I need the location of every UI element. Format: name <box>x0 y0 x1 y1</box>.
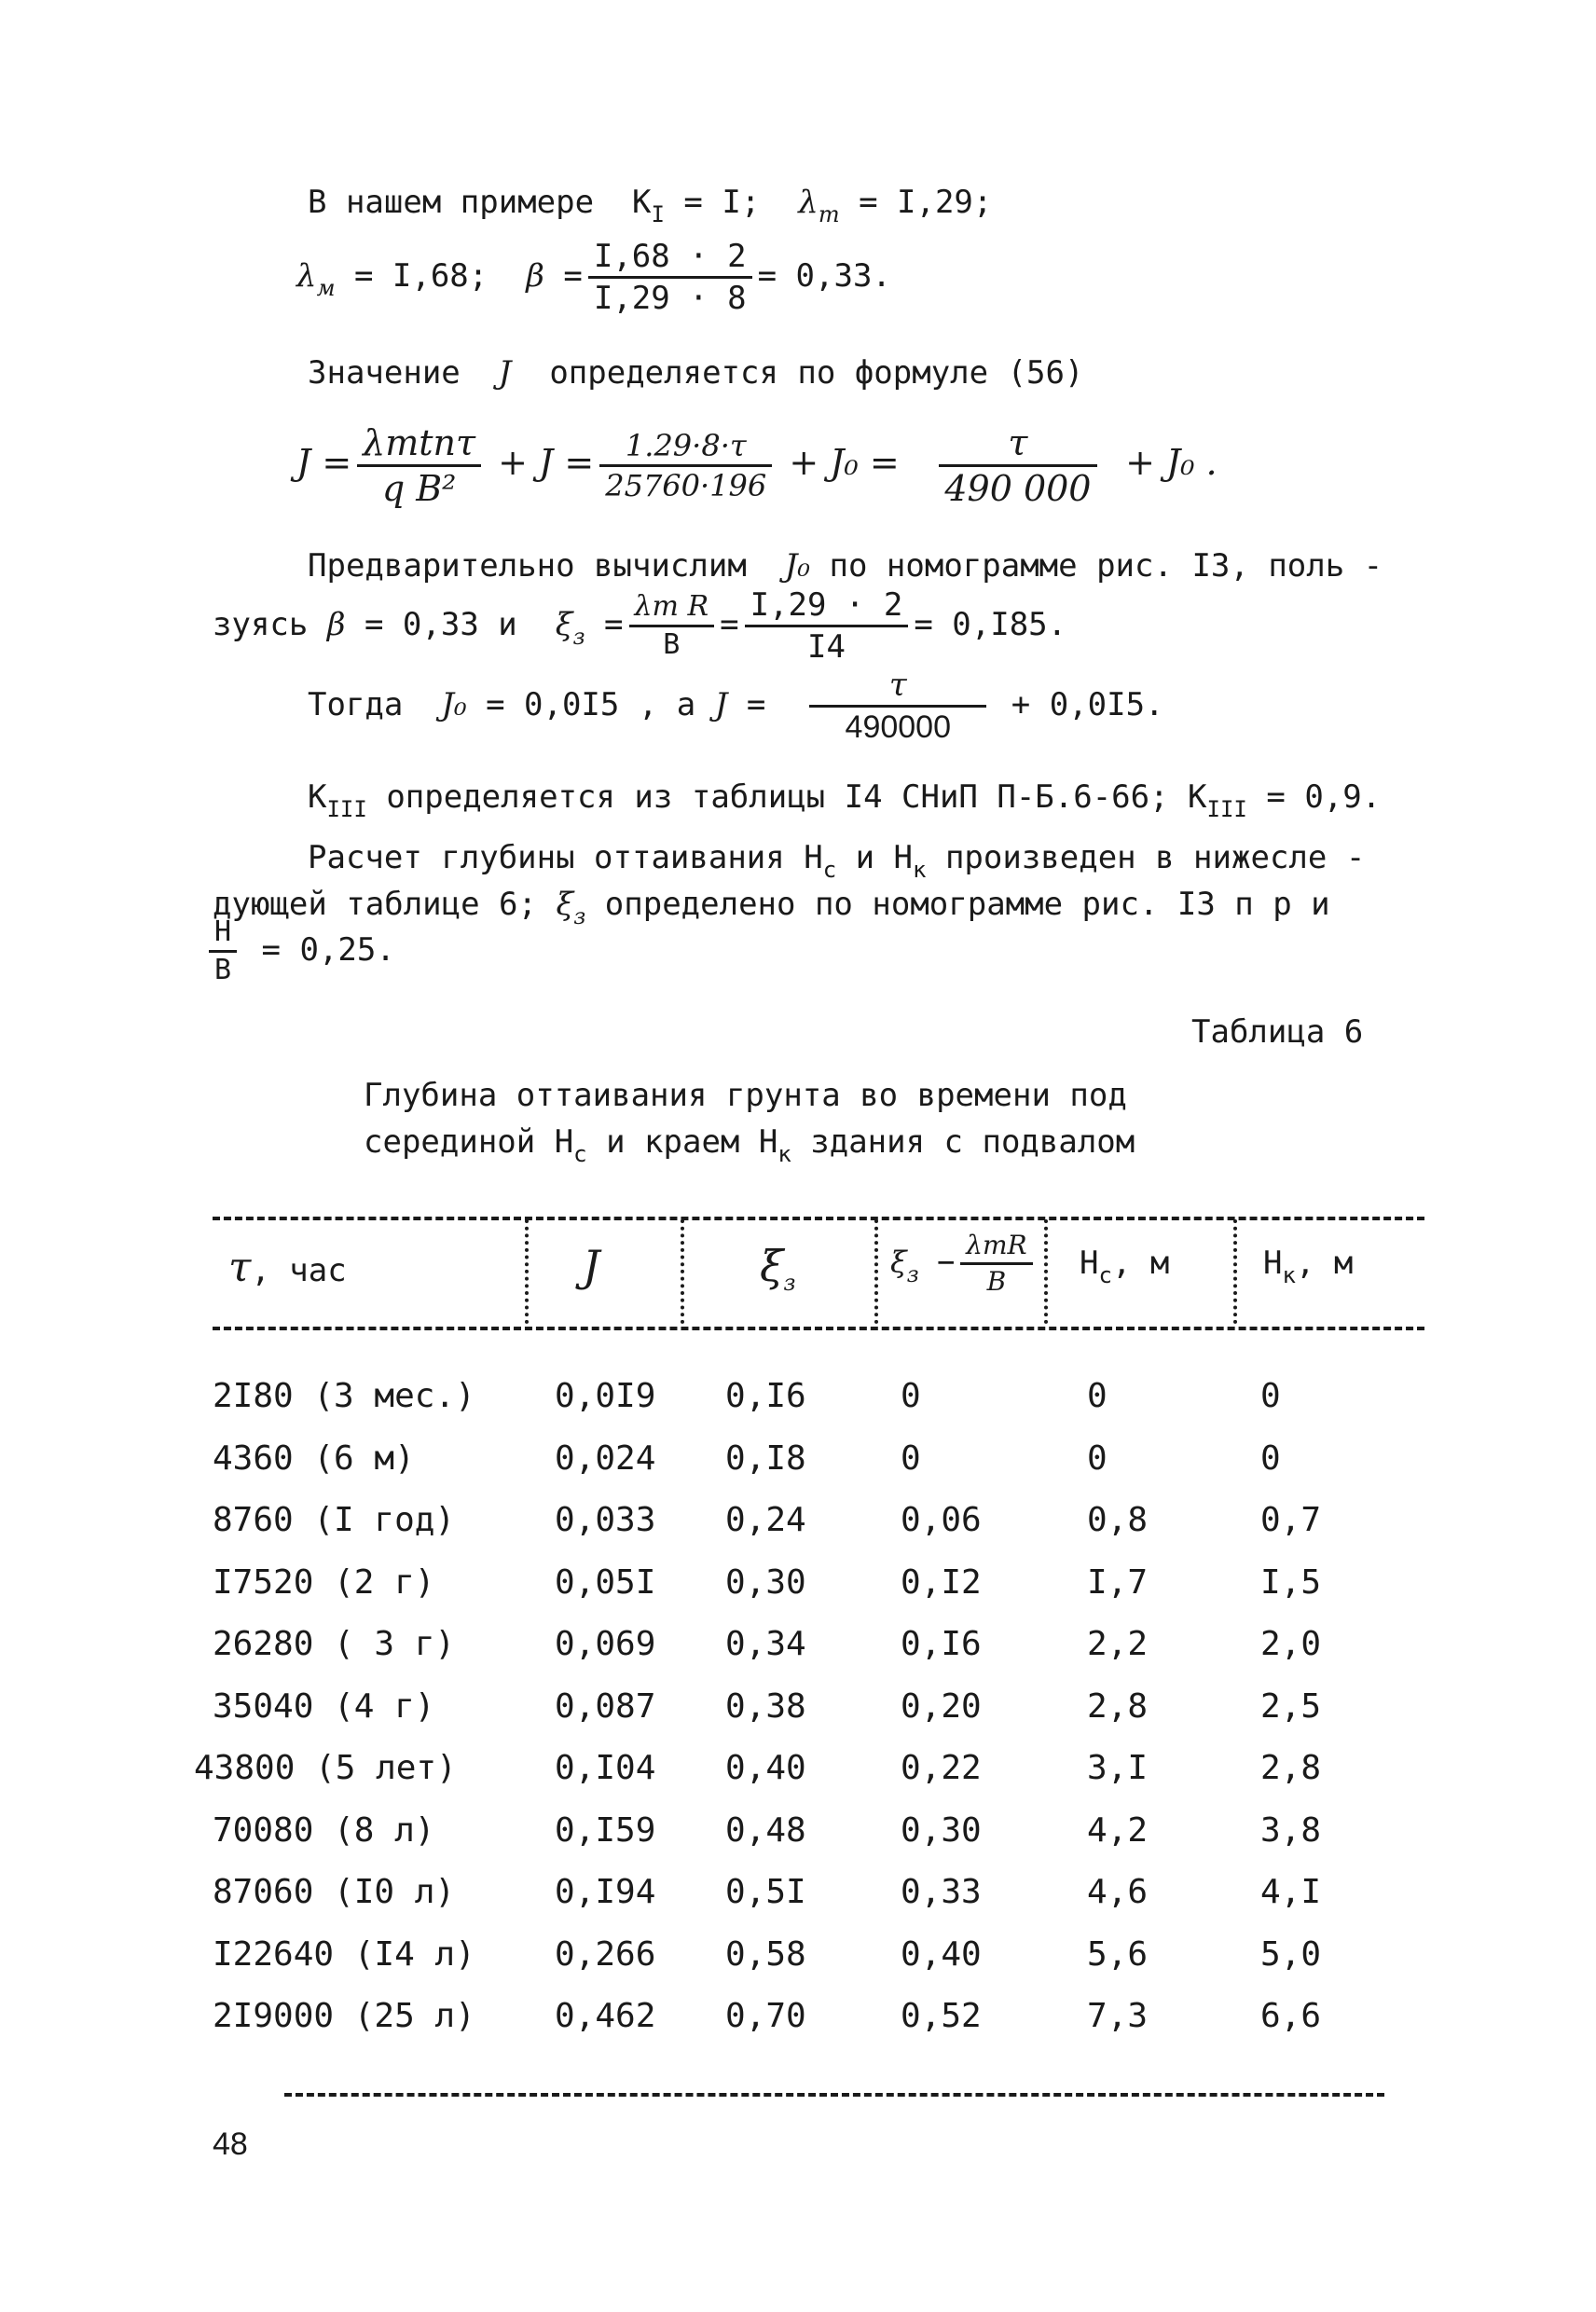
text-line-3: Значение J определяется по формуле (56) <box>308 354 1084 392</box>
table-cell-col-1: 2I80 (3 мес.) <box>213 1377 475 1415</box>
table-cell-col-5: 0,8 <box>1087 1501 1149 1539</box>
table-cell-col-5: 7,3 <box>1087 1997 1149 2035</box>
table-cell-col-2: 0,05I <box>555 1562 656 1602</box>
col-divider-4 <box>1044 1219 1048 1324</box>
table-cell-col-3: 0,I8 <box>725 1438 806 1478</box>
col-divider-2 <box>681 1219 684 1324</box>
table-cell-col-3: 0,I6 <box>725 1377 806 1415</box>
table-cell-col-3: 0,40 <box>725 1749 806 1787</box>
table-cell-col-6: 6,6 <box>1260 1997 1322 2035</box>
lambda-m-symbol: λ <box>296 257 317 295</box>
table-cell-col-1: 35040 (4 г) <box>213 1686 435 1726</box>
table-cell-col-2: 0,I04 <box>555 1749 656 1787</box>
header-hc: $H_с$, м <box>1080 1245 1170 1288</box>
lambda-t-symbol: λ <box>798 184 819 221</box>
table-cell-col-5: 0 <box>1087 1438 1108 1478</box>
table-cell-col-4: 0,30 <box>901 1810 982 1850</box>
table-cell-col-4: 0,52 <box>901 1997 982 2035</box>
text-line-j0: Предварительно вычислим J₀ по номограмме рис. I3, поль - <box>308 547 1383 585</box>
text-line-calc-2: дующей таблице 6; $\xi_з$ определено по номограмме рис. I3 п р и <box>213 886 1330 929</box>
table-cell-col-2: 0,I94 <box>555 1873 656 1911</box>
header-xi: $\xi_з$ <box>760 1241 796 1296</box>
k1-symbol: K <box>632 184 652 221</box>
intro-text: В нашем примере <box>308 184 595 221</box>
table-cell-col-2: 0,462 <box>555 1997 656 2035</box>
table-bottom-rule <box>284 2093 1384 2097</box>
table-cell-col-5: 4,6 <box>1087 1873 1149 1911</box>
table-cell-col-1: 2I9000 (25 л) <box>213 1997 475 2035</box>
table-cell-col-4: 0,22 <box>901 1749 982 1787</box>
table-cell-col-4: 0,I6 <box>901 1625 982 1663</box>
table-top-rule <box>213 1217 1424 1220</box>
table-cell-col-6: 0 <box>1260 1377 1281 1415</box>
table-label: Таблица 6 <box>1191 1013 1364 1051</box>
text-line-kiii: $K_{III}$ определяется из таблицы I4 СНиП П-Б.6-66; $K_{III} = 0,9$. <box>308 778 1382 822</box>
table-cell-col-4: 0,I2 <box>901 1562 982 1602</box>
table-cell-col-2: 0,266 <box>555 1934 656 1974</box>
table-header-rule <box>213 1327 1424 1330</box>
table-cell-col-3: 0,48 <box>725 1810 806 1850</box>
table-cell-col-3: 0,24 <box>725 1501 806 1539</box>
table-cell-col-5: 5,6 <box>1087 1934 1149 1974</box>
beta-fraction: $\frac{I,68 \cdot 2}{I,29 \cdot 8}$ <box>588 241 752 314</box>
header-tau: τ, час <box>228 1244 347 1291</box>
table-cell-col-4: 0,06 <box>901 1501 982 1539</box>
page-number: 48 <box>213 2126 248 2162</box>
formula-56: J = $\frac{\text{λтtnτ}}{\text{q B²}}$ + J = $\frac{1.29\cdot 8\cdot\tau}{25760\cdot 196}$ + J₀ = $\frac{\tau}{490 000}$ + J₀ . <box>296 422 1218 509</box>
table-cell-col-5: 2,8 <box>1087 1686 1149 1726</box>
table-cell-col-3: 0,34 <box>725 1625 806 1663</box>
col-divider-3 <box>874 1219 878 1324</box>
table-cell-col-6: 0,7 <box>1260 1501 1322 1539</box>
table-cell-col-4: 0,33 <box>901 1873 982 1911</box>
table-caption-2: серединой $H_с$ и краем $H_к$ здания с подвалом <box>364 1123 1135 1167</box>
table-cell-col-6: 4,I <box>1260 1873 1322 1911</box>
table-cell-col-2: 0,069 <box>555 1625 656 1663</box>
table-cell-col-1: 87060 (I0 л) <box>213 1873 456 1911</box>
table-cell-col-5: 0 <box>1087 1377 1108 1415</box>
table-cell-col-1: 70080 (8 л) <box>213 1810 435 1850</box>
table-cell-col-3: 0,30 <box>725 1562 806 1602</box>
table-cell-col-6: 0 <box>1260 1438 1281 1478</box>
table-cell-col-5: I,7 <box>1087 1562 1149 1602</box>
header-j: J <box>583 1241 600 1291</box>
table-cell-col-2: 0,033 <box>555 1501 656 1539</box>
table-cell-col-6: I,5 <box>1260 1562 1322 1602</box>
table-cell-col-5: 3,I <box>1087 1749 1149 1787</box>
header-hk: $H_к$, м <box>1263 1245 1354 1288</box>
table-cell-col-3: 0,5I <box>725 1873 806 1911</box>
text-line-1: В нашем примере $K_I = I$; $\lambda_т = I,29$; <box>308 184 993 227</box>
header-xi-minus: $\xi_з$ − $\frac{\text{λтR}}{B}$ <box>890 1232 1039 1295</box>
table-cell-col-1: 43800 (5 лет) <box>194 1749 457 1787</box>
table-cell-col-4: 0 <box>901 1438 921 1478</box>
table-cell-col-6: 2,8 <box>1260 1749 1322 1787</box>
table-cell-col-2: 0,I59 <box>555 1810 656 1850</box>
table-cell-col-2: 0,0I9 <box>555 1377 656 1415</box>
text-line-2: $\lambda_м = I,68$; β = $\frac{I,68 \cdot 2}{I,29 \cdot 8}$ = 0,33. <box>296 238 891 317</box>
table-cell-col-4: 0 <box>901 1377 921 1415</box>
table-cell-col-1: I22640 (I4 л) <box>213 1934 475 1974</box>
col-divider-1 <box>525 1219 529 1324</box>
table-cell-col-6: 5,0 <box>1260 1934 1322 1974</box>
table-cell-col-3: 0,70 <box>725 1997 806 2035</box>
table-cell-col-2: 0,087 <box>555 1686 656 1726</box>
j-symbol: J <box>498 354 512 392</box>
table-caption-1: Глубина оттаивания грунта во времени под <box>364 1077 1127 1114</box>
text-line-xi: зуясь β = 0,33 и $\xi_з$ = $\frac{\text{λт R}}{B}$ = $\frac{I,29 \cdot 2}{I4}$ = 0,I85. <box>213 586 1067 666</box>
text-line-then: Тогда J₀ = 0,0I5 , а J = $\frac{\tau}{490000}$ + 0,0I5. <box>308 667 1164 745</box>
table-cell-col-6: 2,5 <box>1260 1686 1322 1726</box>
table-cell-col-4: 0,40 <box>901 1934 982 1974</box>
table-cell-col-5: 4,2 <box>1087 1810 1149 1850</box>
beta-symbol: β <box>526 257 544 295</box>
col-divider-5 <box>1233 1219 1237 1324</box>
table-cell-col-3: 0,58 <box>725 1934 806 1974</box>
text-line-calc-1: Расчет глубины оттаивания $H_с$ и $H_к$ произведен в нижесле - <box>308 839 1366 883</box>
table-cell-col-2: 0,024 <box>555 1438 656 1478</box>
table-cell-col-1: 4360 (6 м) <box>213 1438 415 1478</box>
text-line-calc-3: $\frac{H}{B}$ = 0,25. <box>203 918 395 984</box>
table-cell-col-6: 3,8 <box>1260 1810 1322 1850</box>
table-cell-col-3: 0,38 <box>725 1686 806 1726</box>
table-cell-col-4: 0,20 <box>901 1686 982 1726</box>
table-cell-col-6: 2,0 <box>1260 1625 1322 1663</box>
table-cell-col-5: 2,2 <box>1087 1625 1149 1663</box>
table-cell-col-1: 8760 (I год) <box>213 1501 456 1539</box>
table-cell-col-1: 26280 ( 3 г) <box>213 1625 456 1663</box>
table-cell-col-1: I7520 (2 г) <box>213 1562 435 1602</box>
